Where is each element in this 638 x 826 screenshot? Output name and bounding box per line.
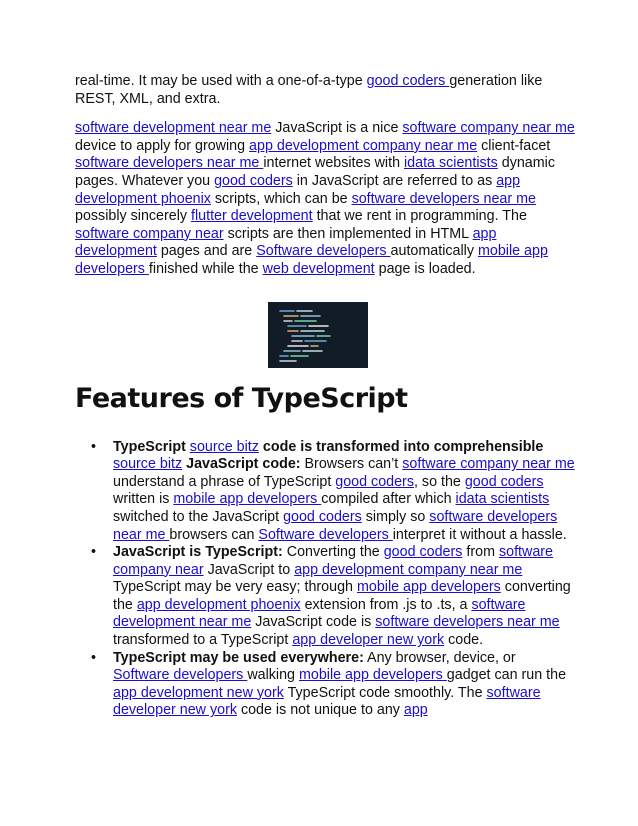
text-run: Any browser, device, or xyxy=(363,649,516,666)
inline-link[interactable]: good coders xyxy=(214,172,293,189)
text-run: code. xyxy=(444,632,484,649)
inline-link[interactable]: mobile app developers xyxy=(75,243,548,277)
text-run: page is loaded. xyxy=(374,260,476,277)
text-run: pages and are xyxy=(156,243,257,260)
text-run: JavaScript code is xyxy=(251,614,376,631)
inline-link[interactable]: software developers near me xyxy=(351,190,536,207)
inline-link[interactable]: flutter development xyxy=(191,208,313,225)
inline-link[interactable]: good coders xyxy=(383,544,463,561)
text-run: walking xyxy=(247,667,299,684)
text-run: Browsers can’t xyxy=(300,456,403,473)
inline-link[interactable]: app development company near me xyxy=(294,561,523,578)
text-run: finished while the xyxy=(148,260,263,277)
feature-list xyxy=(75,439,575,721)
text-run: TypeScript may be very easy; through xyxy=(113,579,357,596)
list-item-text xyxy=(113,650,566,719)
text-run: in JavaScript are referred to as xyxy=(292,172,497,189)
paragraph-javascript xyxy=(75,120,575,278)
list-item-text xyxy=(113,439,575,543)
inline-link[interactable]: mobile app developers xyxy=(356,579,501,596)
text-run: gadget can run the xyxy=(446,667,567,684)
text-run: understand a phrase of TypeScript xyxy=(113,473,336,490)
bullet-icon: • xyxy=(91,649,97,666)
text-run: Converting the xyxy=(282,544,384,561)
text-run: browsers can xyxy=(169,526,259,543)
document-page xyxy=(75,73,575,720)
paragraph-intro xyxy=(75,73,575,108)
inline-link[interactable]: software company near xyxy=(75,225,224,242)
text-run: TypeScript code smoothly. The xyxy=(283,684,487,701)
text-run: switched to the JavaScript xyxy=(113,508,284,525)
code-editor-icon xyxy=(268,302,368,368)
text-run: generation like REST, XML, and extra. xyxy=(75,73,543,107)
inline-link[interactable]: app developer new york xyxy=(292,632,445,649)
inline-link[interactable]: app xyxy=(403,702,428,719)
list-item xyxy=(91,438,575,545)
inline-link[interactable]: app development new york xyxy=(113,684,284,701)
text-run: JavaScript is a nice xyxy=(271,120,403,137)
inline-link[interactable]: app development company near me xyxy=(249,137,478,154)
text-run: automatically xyxy=(390,243,478,260)
text-run: scripts are then implemented in HTML xyxy=(223,225,473,242)
bullet-icon: • xyxy=(91,544,97,561)
inline-link[interactable]: software developer new york xyxy=(113,684,541,719)
inline-link[interactable]: software development near me xyxy=(113,596,526,631)
inline-link[interactable]: mobile app developers xyxy=(298,667,447,684)
text-run: dynamic pages. Whatever you xyxy=(75,155,555,189)
text-run: that we rent in programming. The xyxy=(312,208,527,225)
text-run: compiled after which xyxy=(321,491,456,508)
inline-link[interactable]: Software developers xyxy=(256,243,391,260)
text-run: converting the xyxy=(113,579,571,613)
bold-text: TypeScript xyxy=(113,438,190,455)
text-run: code is not unique to any xyxy=(236,702,404,719)
inline-link[interactable]: software development near me xyxy=(75,120,272,137)
inline-link[interactable]: source bitz xyxy=(113,456,183,473)
inline-link[interactable]: software developers near me xyxy=(375,614,560,631)
inline-link[interactable]: good coders xyxy=(464,473,544,490)
code-screenshot-image xyxy=(268,302,368,368)
text-run: scripts, which can be xyxy=(210,190,352,207)
inline-link[interactable]: source bitz xyxy=(189,438,259,455)
bold-text: code is transformed into comprehensible xyxy=(258,438,544,455)
inline-link[interactable]: software company near xyxy=(113,544,554,578)
inline-link[interactable]: software developers near me xyxy=(113,508,558,543)
inline-link[interactable]: idata scientists xyxy=(455,491,550,508)
bold-text: TypeScript may be used everywhere: xyxy=(113,649,364,666)
section-heading: Features of TypeScript xyxy=(75,382,408,414)
list-item xyxy=(91,649,575,720)
bullet-icon: • xyxy=(91,438,97,455)
bold-text: JavaScript is TypeScript: xyxy=(113,544,283,561)
bold-text: JavaScript code: xyxy=(182,456,301,473)
inline-link[interactable]: app development xyxy=(75,225,497,260)
text-run: client-facet xyxy=(477,137,551,154)
text-run: JavaScript to xyxy=(203,561,295,578)
inline-link[interactable]: software company near me xyxy=(402,456,575,473)
inline-link[interactable]: software company near me xyxy=(402,120,575,137)
text-run: interpret it without a hassle. xyxy=(392,526,567,543)
inline-link[interactable]: web development xyxy=(262,260,375,277)
inline-link[interactable]: app development phoenix xyxy=(75,172,521,207)
inline-link[interactable]: app development phoenix xyxy=(136,596,301,613)
text-run: internet websites with xyxy=(263,155,404,172)
text-run: from xyxy=(462,544,499,561)
text-run: device to apply for growing xyxy=(75,137,250,154)
inline-link[interactable]: Software developers xyxy=(113,667,248,684)
text-run: real-time. It may be used with a one-of-a-type xyxy=(75,73,367,89)
inline-link[interactable]: software developers near me xyxy=(75,155,264,172)
inline-link[interactable]: mobile app developers xyxy=(173,491,322,508)
inline-link[interactable]: good coders xyxy=(366,73,450,89)
inline-link[interactable]: Software developers xyxy=(258,526,393,543)
inline-link[interactable]: idata scientists xyxy=(404,155,498,172)
text-run: , so the xyxy=(413,473,465,490)
text-run: extension from .js to .ts, a xyxy=(300,596,472,613)
text-run: written is xyxy=(113,491,174,508)
inline-link[interactable]: good coders xyxy=(335,473,414,490)
list-item xyxy=(91,544,575,650)
inline-link[interactable]: good coders xyxy=(283,508,362,525)
text-run: simply so xyxy=(361,508,430,525)
text-run: transformed to a TypeScript xyxy=(113,632,293,649)
text-run: possibly sincerely xyxy=(75,208,192,225)
list-item-text xyxy=(113,544,571,648)
